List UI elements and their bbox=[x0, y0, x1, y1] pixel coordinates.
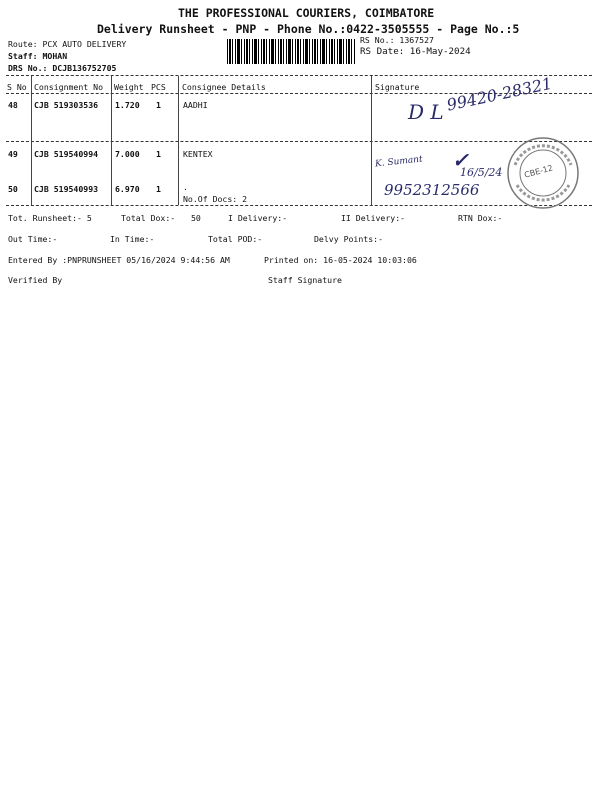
ii-delivery: II Delivery:- bbox=[341, 213, 406, 223]
table-top-rule bbox=[6, 75, 592, 76]
column-header-signature: Signature bbox=[375, 82, 420, 92]
row-weight: 1.720 bbox=[115, 100, 140, 110]
column-header-consignment: Consignment No bbox=[34, 82, 104, 92]
drs-number: DRS No.: DCJB136752705 bbox=[8, 63, 117, 73]
staff-signature: Staff Signature bbox=[268, 275, 342, 285]
printed-on: Printed on: 16-05-2024 10:03:06 bbox=[264, 255, 417, 265]
signature-1: D L bbox=[408, 100, 444, 124]
row-pcs: 1 bbox=[156, 184, 161, 194]
column-divider bbox=[31, 76, 32, 205]
runsheet-subtitle: Delivery Runsheet - PNP - Phone No.:0422-3505555 - Page No.:5 bbox=[97, 22, 520, 36]
row-consignee: KENTEX bbox=[183, 149, 213, 159]
row-pcs: 1 bbox=[156, 100, 161, 110]
column-header-sno: S No bbox=[7, 82, 27, 92]
total-dox-value: 50 bbox=[191, 213, 201, 223]
row-weight: 6.970 bbox=[115, 184, 140, 194]
column-header-consignee: Consignee Details bbox=[182, 82, 266, 92]
delvy-points: Delvy Points:- bbox=[314, 234, 384, 244]
column-divider bbox=[111, 76, 112, 205]
verified-by: Verified By bbox=[8, 275, 63, 285]
route-label: Route: PCX AUTO DELIVERY bbox=[8, 39, 127, 49]
row-weight: 7.000 bbox=[115, 149, 140, 159]
row-consignee: AADHI bbox=[183, 100, 208, 110]
handwritten-phone-1: 99420-28321 bbox=[445, 73, 554, 115]
column-header-pcs: PCS bbox=[151, 82, 166, 92]
barcode-icon bbox=[227, 39, 355, 64]
handwritten-date: 16/5/24 bbox=[460, 166, 503, 179]
column-header-weight: Weight bbox=[114, 82, 144, 92]
signature-2-mark: ✓ bbox=[452, 148, 469, 172]
no-of-docs: No.Of Docs: 2 bbox=[183, 194, 248, 204]
signature-2: K. Sumant bbox=[374, 154, 424, 170]
row-consignee: . bbox=[183, 182, 188, 192]
rtn-dox: RTN Dox:- bbox=[458, 213, 503, 223]
tot-runsheet: Tot. Runsheet:- 5 bbox=[8, 213, 92, 223]
handwritten-phone-2: 9952312566 bbox=[384, 181, 480, 199]
row-sno: 48 bbox=[8, 100, 18, 110]
row-consignment: CJB 519540993 bbox=[34, 184, 99, 194]
entered-by: Entered By :PNPRUNSHEET 05/16/2024 9:44:56 AM bbox=[8, 255, 230, 265]
row-pcs: 1 bbox=[156, 149, 161, 159]
column-divider bbox=[371, 76, 372, 205]
row-consignment: CJB 519540994 bbox=[34, 149, 99, 159]
stamp-text: CBE-12 bbox=[523, 163, 554, 180]
out-time: Out Time:- bbox=[8, 234, 58, 244]
column-divider bbox=[178, 76, 179, 205]
i-delivery: I Delivery:- bbox=[228, 213, 288, 223]
staff-label: Staff: MOHAN bbox=[8, 51, 68, 61]
company-name: THE PROFESSIONAL COURIERS, COIMBATORE bbox=[178, 6, 435, 20]
row-sno: 50 bbox=[8, 184, 18, 194]
total-dox-label: Total Dox:- bbox=[121, 213, 176, 223]
total-pod: Total POD:- bbox=[208, 234, 263, 244]
in-time: In Time:- bbox=[110, 234, 155, 244]
row-sno: 49 bbox=[8, 149, 18, 159]
row-consignment: CJB 519303536 bbox=[34, 100, 99, 110]
rs-date: RS Date: 16-May-2024 bbox=[360, 46, 471, 57]
rs-number: RS No.: 1367527 bbox=[360, 35, 434, 45]
